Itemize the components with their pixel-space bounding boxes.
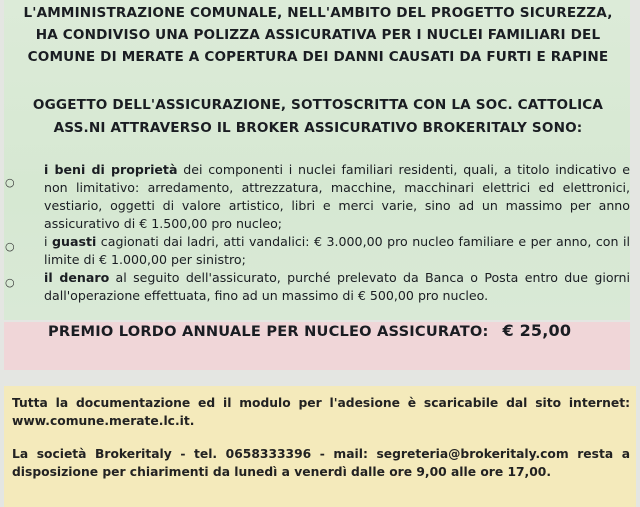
contact-note: La società Brokeritaly - tel. 0658333396 - mail: segreteria@brokeritaly.com resta a disposizione per chiarimenti da lunedì a venerdì dalle ore 9,00 alle ore 17,00. (12, 447, 630, 479)
coverage-item-property (44, 161, 630, 233)
item-description: dei componenti i nuclei familiari residenti, quali, a titolo indicativo e non limitativo: arredamento, attrezzatura, macchine, macchinari elettrici ed elettronici, vestiario, oggetti di valore artistico, libri e merci varie, sino ad un massimo per anno assicurativo di € 1.500,00 pro nucleo; (44, 162, 630, 231)
heading-line-3: COMUNE DI MERATE A COPERTURA DEI DANNI CAUSATI DA FURTI E RAPINE (27, 49, 609, 65)
item-description: al seguito dell'assicurato, purché prelevato da Banca o Posta entro due giorni dall'operazione effettuata, fino ad un massimo di € 500,00 pro nucleo. (44, 270, 630, 303)
item-bold-term: il denaro (44, 270, 110, 285)
heading-line-2: HA CONDIVISO UNA POLIZZA ASSICURATIVA PER I NUCLEI FAMILIARI DEL (35, 27, 601, 43)
circle-bullet-icon: ○ (5, 240, 15, 253)
documentation-note: Tutta la documentazione ed il modulo per l'adesione è scaricabile dal sito internet: www.comune.merate.lc.it. (12, 396, 630, 428)
item-bold-term: guasti (52, 234, 97, 249)
announcement-heading (12, 2, 624, 68)
annual-premium (48, 320, 571, 343)
item-prefix: i (44, 234, 52, 249)
coverage-item-damages (44, 233, 630, 269)
heading-line-1: L'AMMINISTRAZIONE COMUNALE, NELL'AMBITO DEL PROGETTO SICUREZZA, (23, 5, 613, 21)
object-line-1: OGGETTO DELL'ASSICURAZIONE, SOTTOSCRITTA CON LA SOC. CATTOLICA (32, 97, 604, 113)
circle-bullet-icon: ○ (5, 276, 15, 289)
insurance-object-heading (12, 94, 624, 140)
premium-label: PREMIO LORDO ANNUALE PER NUCLEO ASSICURATO: (48, 323, 489, 340)
coverage-item-cash (44, 269, 630, 305)
object-line-2: ASS.NI ATTRAVERSO IL BROKER ASSICURATIVO BROKERITALY SONO: (53, 120, 583, 136)
premium-amount: € 25,00 (502, 321, 572, 340)
item-description: cagionati dai ladri, atti vandalici: € 3.000,00 pro nucleo familiare e per anno, con il limite di € 1.000,00 per sinistro; (44, 234, 630, 267)
item-bold-term: i beni di proprietà (44, 162, 178, 177)
circle-bullet-icon: ○ (5, 176, 15, 189)
